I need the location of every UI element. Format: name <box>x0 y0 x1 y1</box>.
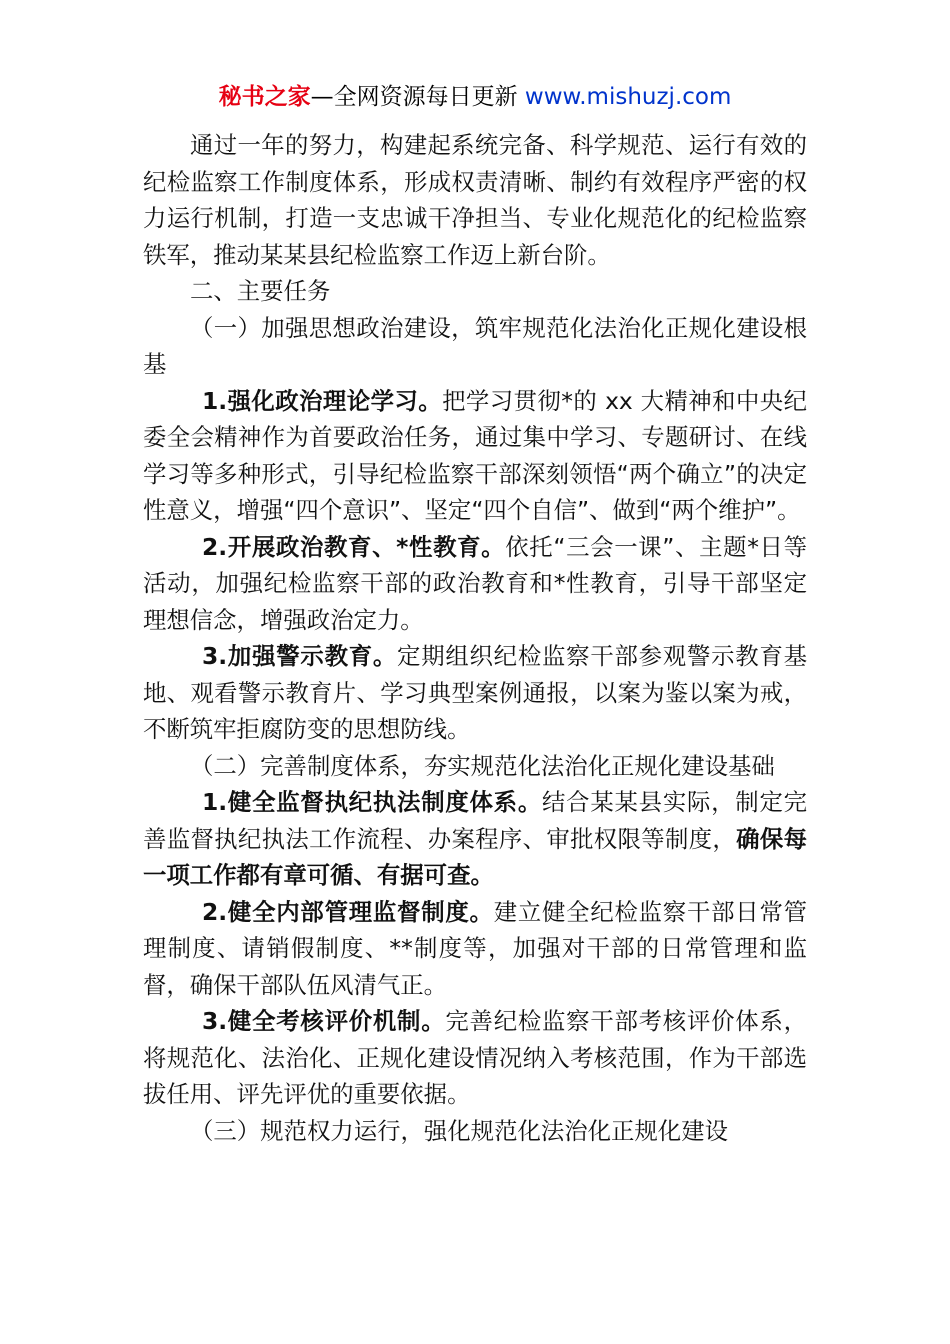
task-title-1-1: 1.强化政治理论学习。 <box>202 386 443 415</box>
task-paragraph-1-2 <box>143 529 807 639</box>
task-text-1-2: 依托“三会一课”、主题*日等活动，加强纪检监察干部的政治教育和*性教育，引导干部坚定理想信念，增强政治定力。 <box>143 532 807 634</box>
task-text-1-3: 定期组织纪检监察干部参观警示教育基地、观看警示教育片、学习典型案例通报，以案为鉴以案为戒，不断筑牢拒腐防变的思想防线。 <box>143 642 807 743</box>
task-paragraph-2-2 <box>143 894 807 1004</box>
header-tagline: —全网资源每日更新 <box>310 84 525 110</box>
task-text-2-3: 完善纪检监察干部考核评价体系，将规范化、法治化、正规化建设情况纳入考核范围，作为干部选拔任用、评先评优的重要依据。 <box>143 1007 807 1108</box>
task-paragraph-2-1 <box>143 784 807 894</box>
task-title-2-1: 1.健全监督执纪执法制度体系。 <box>202 788 543 816</box>
intro-paragraph: 通过一年的努力，构建起系统完备、科学规范、运行有效的纪检监察工作制度体系，形成权责清晰、制约有效程序严密的权力运行机制，打造一支忠诚干净担当、专业化规范化的纪检监察铁军，推动某某县纪检监察工作迈上新台阶。 <box>143 131 807 269</box>
page-header <box>0 80 950 114</box>
task-paragraph-1-1 <box>143 383 807 529</box>
task-emphasis-2-1: 确保每一项工作都有章可循、有据可查。 <box>143 824 807 889</box>
task-text-1-1: 把学习贯彻*的 xx 大精神和中央纪委全会精神作为首要政治任务，通过集中学习、专题研讨、在线学习等多种形式，引导纪检监察干部深刻领悟“两个确立”的决定性意义，增强“四个意识”、坚定“四个自信”、做到“两个维护”。 <box>143 386 807 524</box>
task-text-2-2: 建立健全纪检监察干部日常管理制度、请销假制度、**制度等，加强对干部的日常管理和监督，确保干部队伍风清气正。 <box>143 897 807 999</box>
subsection-heading-2: （二）完善制度体系，夯实规范化法治化正规化建设基础 <box>190 751 775 780</box>
task-title-1-2: 2.开展政治教育、*性教育。 <box>202 532 506 561</box>
task-paragraph-2-3 <box>143 1003 807 1113</box>
task-title-1-3: 3.加强警示教育。 <box>202 642 398 670</box>
task-text-2-1: 结合某某县实际，制定完善监督执纪执法工作流程、办案程序、审批权限等制度， <box>143 788 808 853</box>
section-heading-main-tasks: 二、主要任务 <box>190 277 331 305</box>
task-title-2-3: 3.健全考核评价机制。 <box>202 1007 446 1035</box>
header-url-link[interactable]: www.mishuzj.com <box>524 84 732 110</box>
document-body <box>143 127 807 1149</box>
subsection-heading-3: （三）规范权力运行，强化规范化法治化正规化建设 <box>190 1116 728 1145</box>
subsection-heading-1: （一）加强思想政治建设，筑牢规范化法治化正规化建设根基 <box>143 313 807 378</box>
brand-name: 秘书之家 <box>218 84 311 110</box>
task-title-2-2: 2.健全内部管理监督制度。 <box>202 897 494 926</box>
task-paragraph-1-3 <box>143 638 807 748</box>
